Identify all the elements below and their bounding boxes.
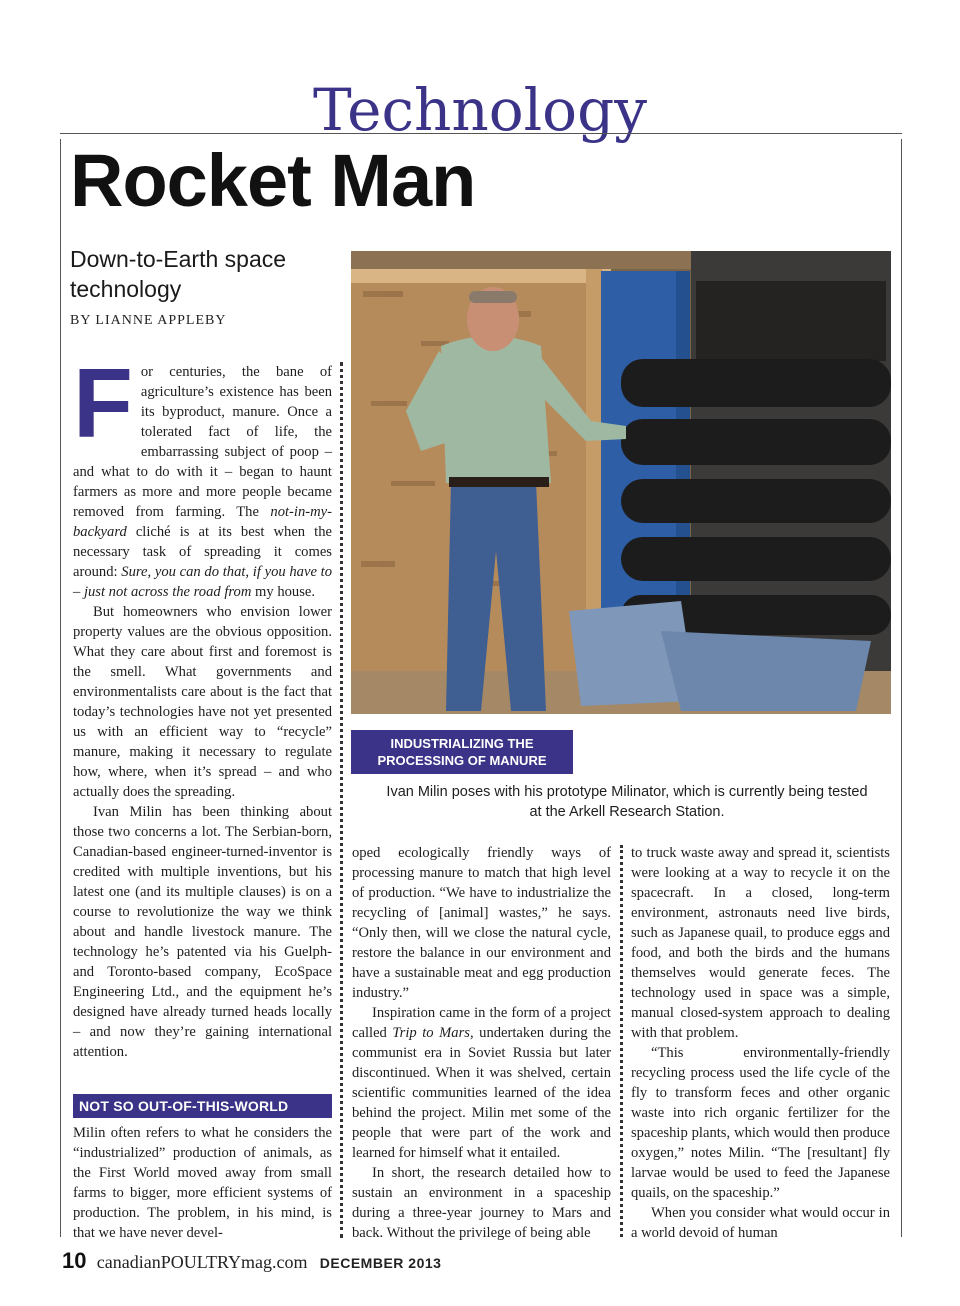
column-divider-2 — [620, 845, 623, 1237]
footer-site: canadianPOULTRYmag.com — [96, 1252, 308, 1272]
column-3 — [631, 843, 890, 1243]
paragraph-1 — [73, 348, 332, 602]
drop-cap: F — [73, 348, 133, 458]
paragraph-6-italic: Trip to Mars — [392, 1025, 470, 1041]
subhead: NOT SO OUT-OF-THIS-WORLD — [73, 1094, 332, 1118]
column-2 — [352, 843, 611, 1243]
paragraph-1-text-3: my house. — [251, 584, 316, 600]
paragraph-1-italic-1: not-in-my-backyard — [73, 504, 332, 540]
paragraph-6-text-2: , undertaken during the communist era in Soviet Russia but later discontinued. When it was shelved, certain scientific communities learned of the idea behind the project. Milin met some of the people that were part of the work and learned for himself what it entailed. — [352, 1025, 611, 1161]
paragraph-2: But homeowners who envision lower property values are the obvious opposition. What they care about first and foremost is the smell. What governments and environmentalists care about is the fact that today’s technologies have not yet presented us with an efficient way to “recycle” manure, making it necessary to regulate how, where, when it’s spread – and who actually does the spreading. — [73, 604, 332, 800]
column-1 — [73, 348, 332, 1062]
paragraph-9: “This environmentally-friendly recycling process used the life cycle of the fly to transform feces and other organic waste into rich organic fertilizer for the spaceship plants, which would then produce oxygen,” notes Milin. “The [resultant] fly larvae would be used to feed the Japanese quails, on the spaceship.” — [631, 1045, 890, 1201]
paragraph-8: to truck waste away and spread it, scientists were looking at a way to recycle it on the spacecraft. In a closed, long-term environment, astronauts need live birds, such as Japanese quail, to produce eggs and food, and both the birds and the humans themselves would generate feces. The technology used in space was a simple, manual closed-system approach to dealing with that problem. — [631, 845, 890, 1041]
footer-date: DECEMBER 2013 — [319, 1255, 442, 1271]
paragraph-1-italic-2: Sure, you can do that, if you have to – just not across the road from — [73, 564, 332, 600]
photo — [351, 251, 891, 714]
top-rule — [60, 133, 902, 134]
paragraph-6 — [352, 1003, 611, 1163]
paragraph-7: In short, the research detailed how to sustain an environment in a spaceship during a three-year journey to Mars and back. Without the privilege of being able — [352, 1165, 611, 1241]
paragraph-4: Milin often refers to what he considers the “industrialized” production of animals, as the First World moved away from small farms to bigger, more efficient systems of production. The problem, in his mind, is that we have never devel- — [73, 1125, 332, 1241]
paragraph-3: Ivan Milin has been thinking about those two concerns a lot. The Serbian-born, Canadian-based engineer-turned-inventor is credited with multiple inventions, but his latest one (and its multiple clauses) is on a course to revolutionize the way we think about and handle livestock manure. The technology he’s patented via his Guelph- and Toronto-based company, EcoSpace Engineering Ltd., and the equipment he’s designed have already turned heads locally – and now they’re gaining international attention. — [73, 804, 332, 1060]
paragraph-10: When you consider what would occur in a world devoid of human — [631, 1205, 890, 1241]
paragraph-6-text: Inspiration came in the form of a project called — [352, 1005, 611, 1041]
headline: Rocket Man — [70, 139, 476, 222]
column-divider-1 — [340, 362, 343, 1238]
paragraph-5: oped ecologically friendly ways of processing manure to match that high level of production. “We have to industrialize the recycling of [animal] wastes,” he says. “Only then, will we close the natural cycle, restore the balance in our environment and have a sustainable meat and egg production industry.” — [352, 845, 611, 1001]
page-number: 10 — [62, 1248, 87, 1273]
paragraph-1-text-2: cliché is at its best when the necessary task of spreading it comes around: — [73, 524, 332, 580]
photo-label: INDUSTRIALIZING THE PROCESSING OF MANURE — [351, 730, 573, 774]
photo-illustration — [351, 251, 891, 714]
photo-caption: Ivan Milin poses with his prototype Milinator, which is currently being tested at the Arkell Research Station. — [386, 784, 868, 820]
byline: BY LIANNE APPLEBY — [70, 313, 227, 328]
frame-right-rule — [901, 139, 902, 1237]
deck: Down-to-Earth space technology — [70, 246, 287, 302]
paragraph-1-text: or centuries, the bane of agriculture’s existence has been its byproduct, manure. Once a tolerated fact of life, the embarrassing subject of poop – and what to do with it – began to haunt farmers as more and more people became removed from farming. The — [73, 364, 332, 520]
footer — [62, 1248, 441, 1278]
frame-left-rule — [60, 139, 61, 1237]
column-1-continued — [73, 1123, 332, 1243]
section-title: Technology — [313, 76, 647, 144]
